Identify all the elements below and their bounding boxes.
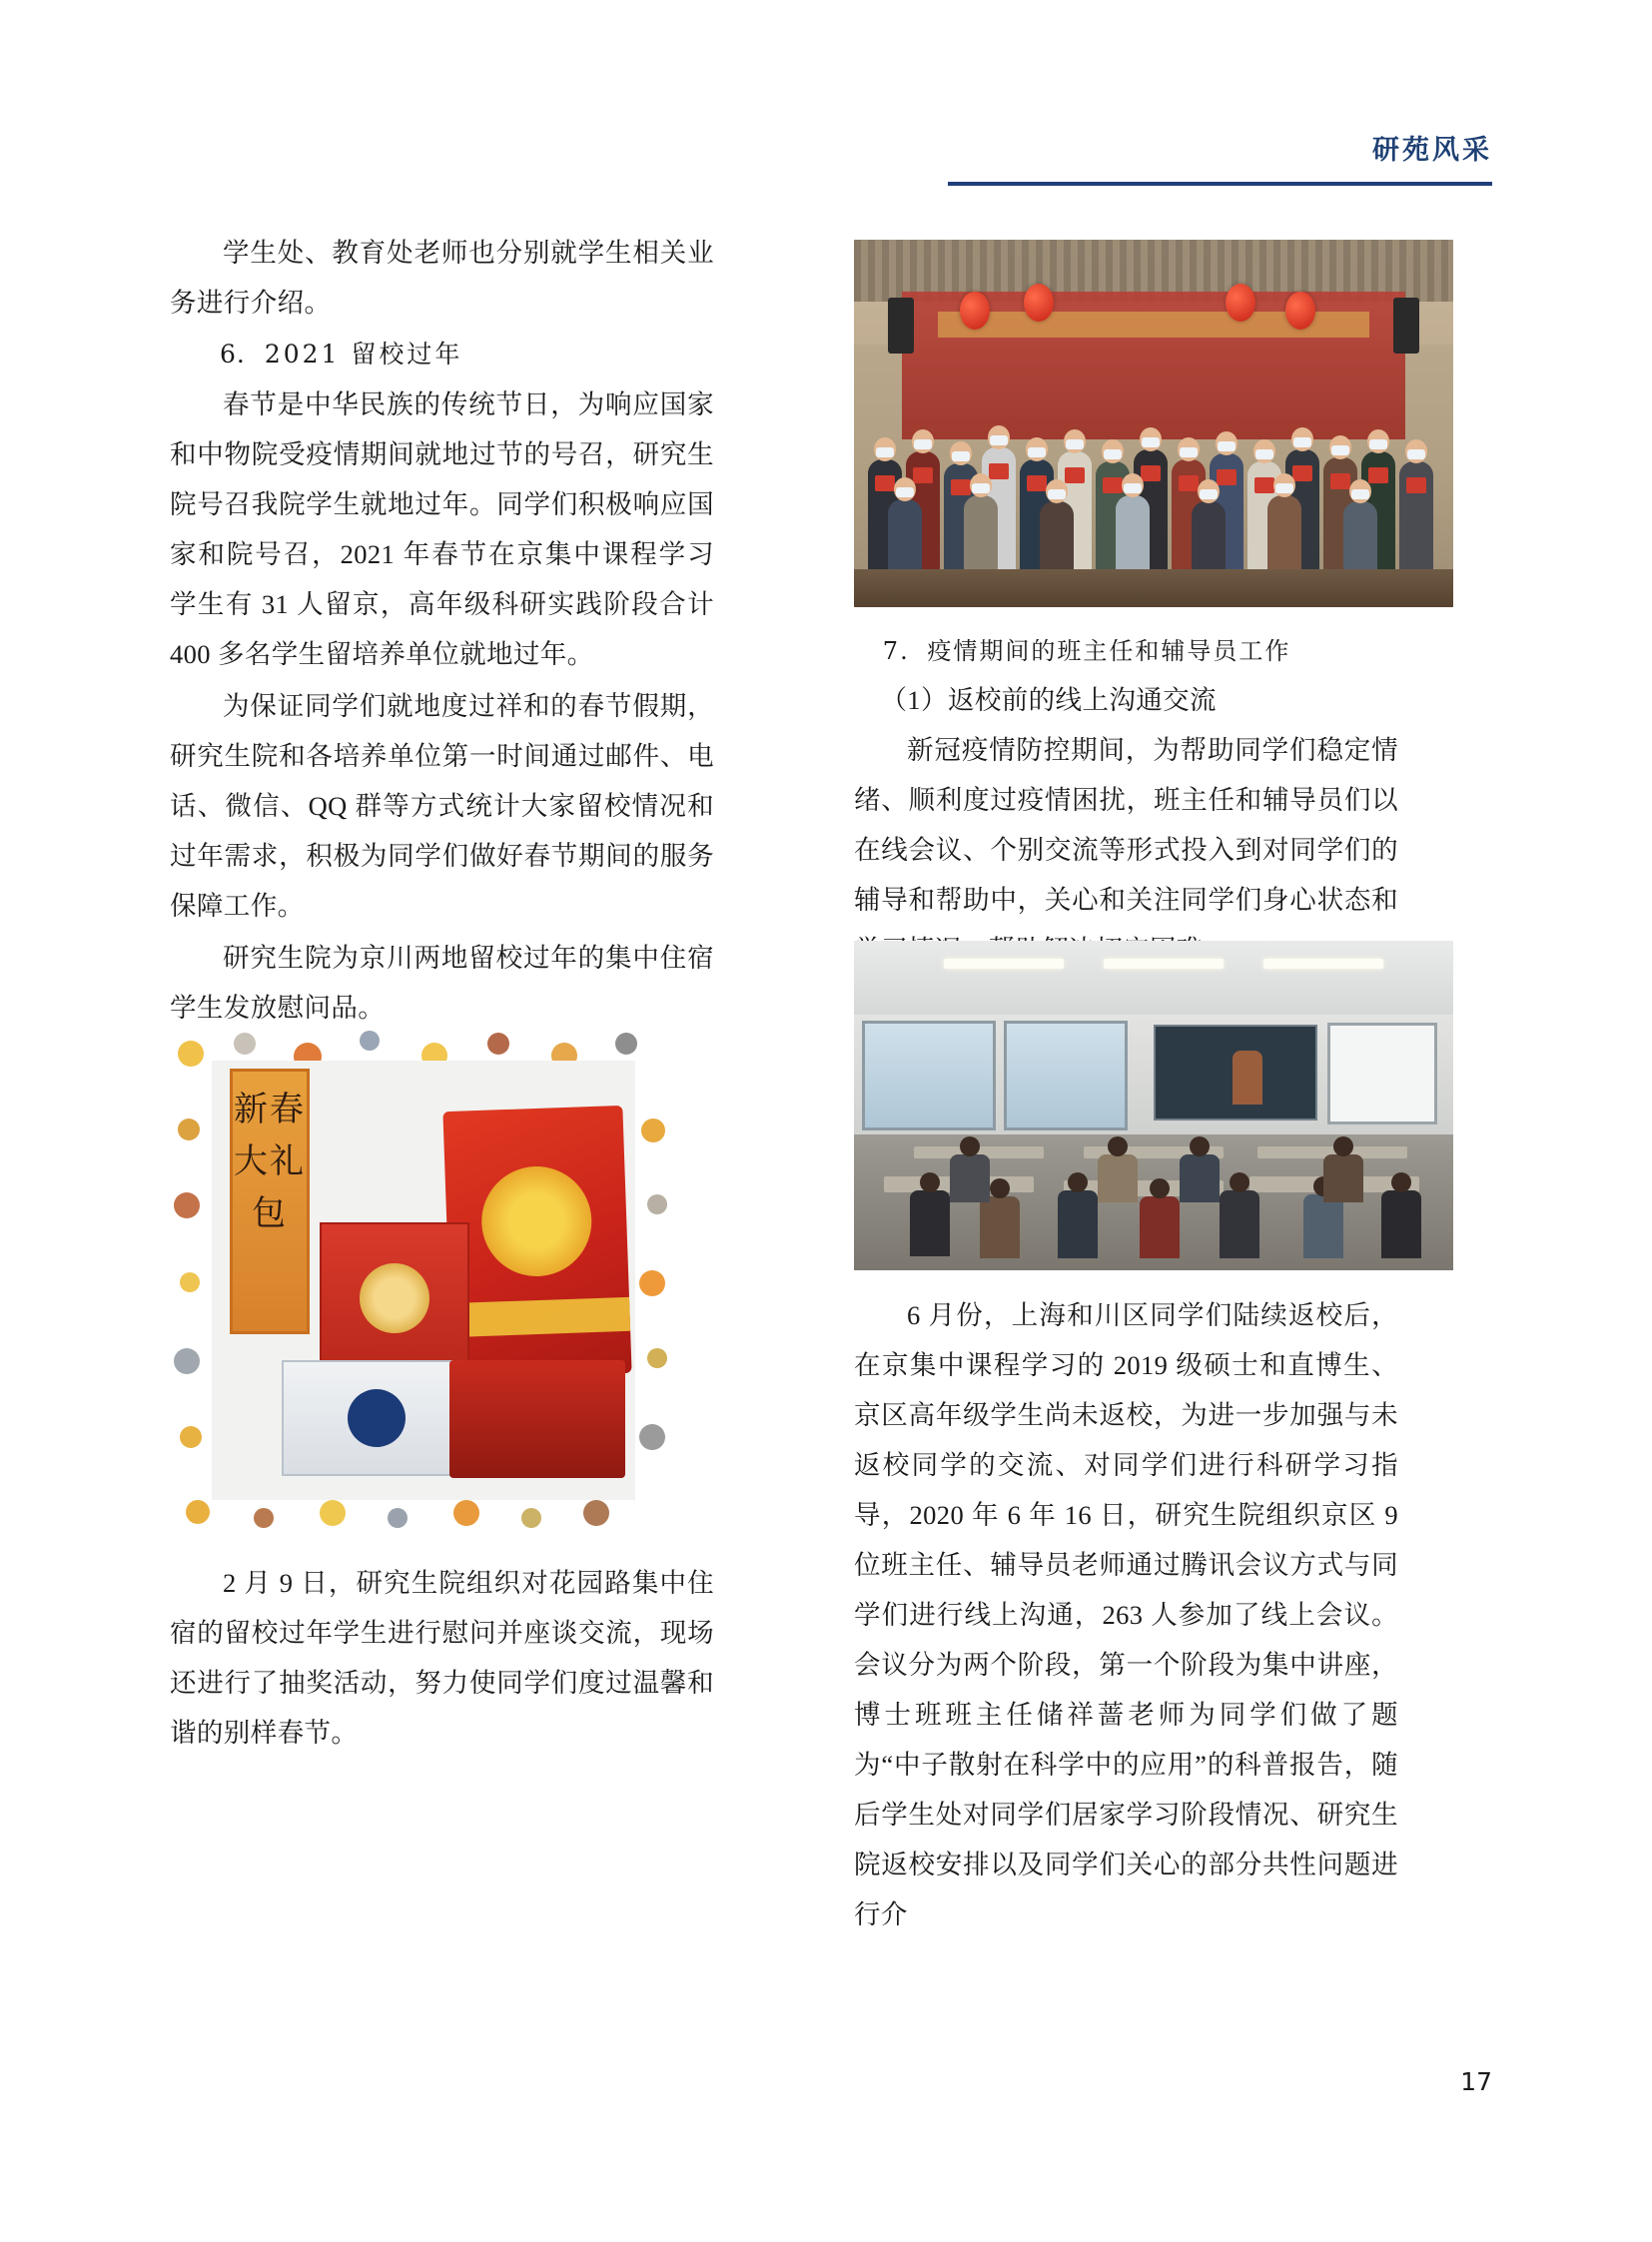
paragraph: 2 月 9 日，研究生院组织对花园路集中住宿的留校过年学生进行慰问并座谈交流，现场还进行了抽奖活动，努力使同学们度过温馨和谐的别样春节。 xyxy=(170,1568,714,1748)
snack-bag-secondary xyxy=(449,1360,625,1478)
page-header xyxy=(953,128,1492,167)
paragraph: 6 月份，上海和川区同学们陆续返校后，在京集中课程学习的 2019 级硕士和直博生、京区高年级学生尚未返校，为进一步加强与未返校同学的交流、对同学们进行科研学习指导，2020 年 6 年 16 日，研究生院组织京区 9 位班主任、辅导员老师通过腾讯会议方式与同学们进行线上沟通，263 人参加了线上会议。会议分为两个阶段，第一个阶段为集中讲座，博士班班主任储祥蔷老师为同学们做了题为“中子散射在科学中的应用”的科普报告，随后学生处对同学们居家学习阶段情况、研究生院返校安排以及同学们关心的部分共性问题进行介 xyxy=(854,1300,1398,1929)
red-gift-box xyxy=(320,1222,469,1374)
paragraph: 为保证同学们就地度过祥和的春节假期，研究生院和各培养单位第一时间通过邮件、电话、微信、QQ 群等方式统计大家留校情况和过年需求，积极为同学们做好春节期间的服务保障工作。 xyxy=(170,691,714,921)
section-heading xyxy=(170,330,714,379)
caption-number: 7. xyxy=(882,637,910,665)
caption-text: 疫情期间的班主任和辅导员工作 xyxy=(927,637,1291,665)
left-column xyxy=(170,228,714,1035)
paragraph: 研究生院为京川两地留校过年的集中住宿学生发放慰问品。 xyxy=(170,943,714,1023)
left-column-continued xyxy=(170,1558,714,1760)
group-photo-people xyxy=(854,381,1453,571)
paragraph: 学生处、教育处老师也分别就学生相关业务进行介绍。 xyxy=(170,238,714,318)
snack-bag xyxy=(442,1106,631,1379)
couplet-text: 新春大礼包 xyxy=(234,1090,306,1233)
whiteboard xyxy=(1327,1023,1437,1124)
projection-screen xyxy=(1154,1025,1317,1121)
spring-couplet xyxy=(230,1069,310,1334)
section-title: 2021 留校过年 xyxy=(264,340,463,369)
paragraph: 春节是中华民族的传统节日，为响应国家和中物院受疫情期间就地过节的号召，研究生院号召我院学生就地过年。同学们积极响应国家和院号召，2021 年春节在京集中课程学习学生有 31 人留京，高年级科研实践阶段合计 400 多名学生留培养单位就地过年。 xyxy=(170,389,714,669)
right-column-top xyxy=(854,627,1398,977)
gift-photo xyxy=(170,1027,679,1536)
gift-photo-image xyxy=(212,1061,635,1500)
header-rule xyxy=(948,182,1492,186)
group-photo xyxy=(854,240,1453,607)
window xyxy=(862,1021,996,1130)
subheading: （1）返校前的线上沟通交流 xyxy=(880,685,1217,715)
page-number: 17 xyxy=(1460,2067,1492,2096)
header-title: 研苑风采 xyxy=(1372,135,1492,166)
paragraph: 新冠疫情防控期间，为帮助同学们稳定情绪、顺利度过疫情困扰，班主任和辅导员们以在线会议、个别交流等形式投入到对同学们的辅导和帮助中，关心和关注同学们身心状态和 xyxy=(854,735,1398,915)
window xyxy=(1004,1021,1128,1130)
classroom-photo xyxy=(854,941,1453,1270)
section-number: 6. xyxy=(220,340,246,369)
milk-carton xyxy=(282,1360,471,1476)
figure-caption xyxy=(854,627,1398,675)
right-column-bottom xyxy=(854,1290,1398,1941)
